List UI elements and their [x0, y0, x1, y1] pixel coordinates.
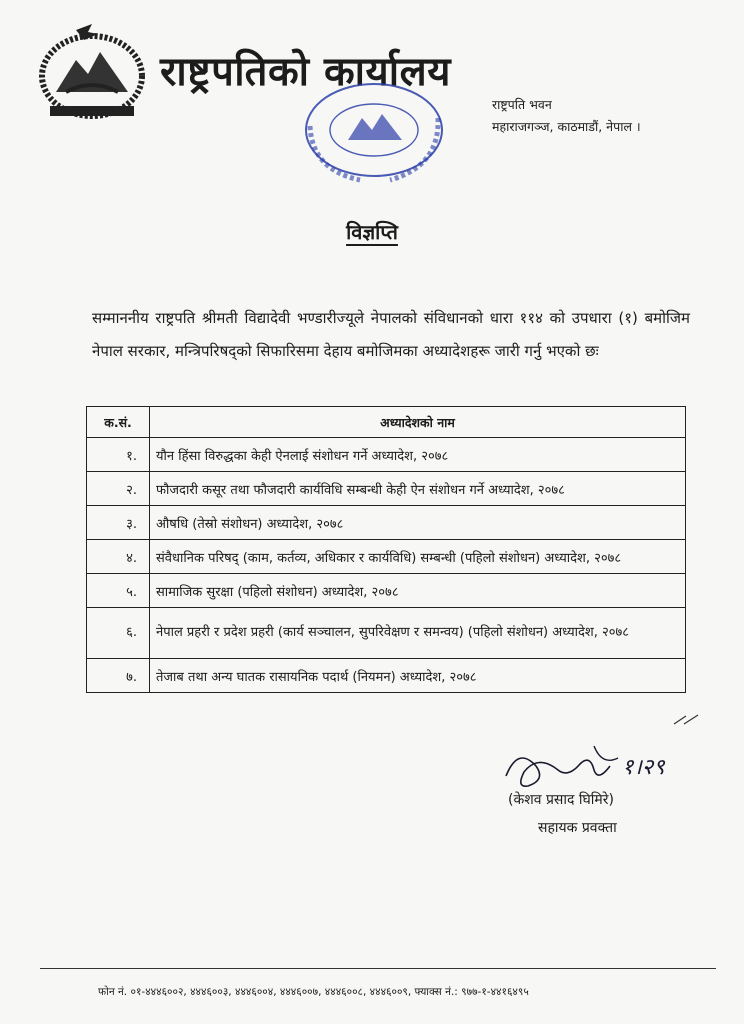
- nepal-coat-of-arms-icon: [36, 22, 148, 122]
- footer-contact: फोन नं. ०१-४४४६००२, ४४४६००३, ४४४६००४, ४४४६००७, ४४४६००८, ४४४६००९, फ्याक्स नं.: ९७७-१-४४१६४९५: [98, 986, 529, 998]
- notice-heading-text: विज्ञप्ति: [346, 220, 398, 244]
- row-serial: ३.: [87, 506, 150, 540]
- office-name: राष्ट्रपतिको कार्यालय: [160, 49, 451, 95]
- col-header-serial: क.सं.: [87, 407, 150, 438]
- table-row: [87, 608, 686, 659]
- row-serial: १.: [87, 438, 150, 472]
- table-row: [87, 438, 686, 472]
- row-ordinance-name: सामाजिक सुरक्षा (पहिलो संशोधन) अध्यादेश, २०७८: [150, 574, 686, 608]
- table-row: [87, 540, 686, 574]
- notice-body: सम्माननीय राष्ट्रपति श्रीमती विद्यादेवी भण्डारीज्यूले नेपालको संविधानको धारा ११४ को उपधारा (१) बमोजिम नेपाल सरकार, मन्त्रिपरिषद्को सिफारिसमा देहाय बमोजिमका अध्यादेशहरू जारी गर्नु भएको छः: [92, 309, 690, 360]
- table-header-row: [87, 407, 686, 438]
- row-serial: ७.: [87, 659, 150, 693]
- table-row: [87, 472, 686, 506]
- ordinance-table: [86, 406, 686, 693]
- table-row: [87, 574, 686, 608]
- table-row: [87, 506, 686, 540]
- row-ordinance-name: औषधि (तेस्रो संशोधन) अध्यादेश, २०७८: [150, 506, 686, 540]
- tick-mark: [672, 712, 702, 726]
- signatory-role: सहायक प्रवक्ता: [538, 820, 617, 836]
- office-stamp: [300, 78, 448, 186]
- row-ordinance-name: तेजाब तथा अन्य घातक रासायनिक पदार्थ (नियमन) अध्यादेश, २०७८: [150, 659, 686, 693]
- signatory-name: (केशव प्रसाद घिमिरे): [508, 792, 614, 808]
- office-address: [492, 94, 641, 138]
- row-serial: ५.: [87, 574, 150, 608]
- row-serial: २.: [87, 472, 150, 506]
- row-ordinance-name: यौन हिंसा विरुद्धका केही ऐनलाई संशोधन गर्ने अध्यादेश, २०७८: [150, 438, 686, 472]
- address-line-1: राष्ट्रपति भवन: [492, 97, 552, 112]
- row-serial: ४.: [87, 540, 150, 574]
- row-ordinance-name: फौजदारी कसूर तथा फौजदारी कार्यविधि सम्बन्धी केही ऐन संशोधन गर्ने अध्यादेश, २०७८: [150, 472, 686, 506]
- footer-divider: [40, 968, 716, 969]
- notice-heading: [0, 218, 744, 245]
- table-row: [87, 659, 686, 693]
- row-ordinance-name: नेपाल प्रहरी र प्रदेश प्रहरी (कार्य सञ्चालन, सुपरिवेक्षण र समन्वय) (पहिलो संशोधन) अध्यादेश, २०७८: [150, 608, 686, 659]
- row-serial: ६.: [87, 608, 150, 659]
- row-ordinance-name: संवैधानिक परिषद् (काम, कर्तव्य, अधिकार र कार्यविधि) सम्बन्धी (पहिलो संशोधन) अध्यादेश, २०७८: [150, 540, 686, 574]
- col-header-name: अध्यादेशको नाम: [150, 407, 686, 438]
- svg-text:१।२९: १।२९: [622, 755, 665, 780]
- address-line-2: महाराजगञ्ज, काठमाडौं, नेपाल ।: [492, 119, 641, 134]
